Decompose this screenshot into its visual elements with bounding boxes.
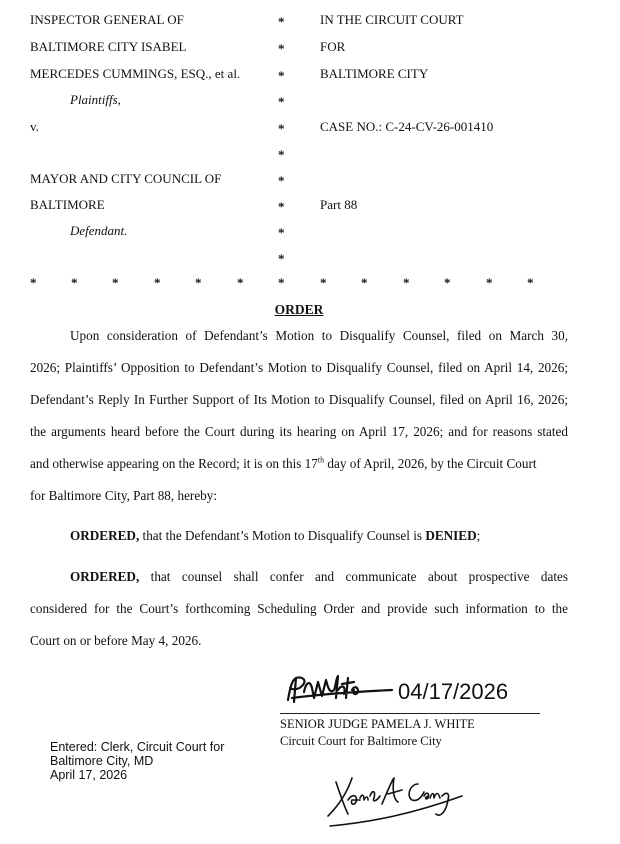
judge-court: Circuit Court for Baltimore City [280,734,442,748]
divider-star: * [444,275,451,290]
order-title: ORDER [274,302,324,317]
order-paragraph-line: Upon consideration of Defendant’s Motion to Disqualify Counsel, filed on March 30, [70,328,568,343]
order-paragraph-line: Defendant’s Reply In Further Support of Its Motion to Disqualify Counsel, filed on April 16, 2026; [30,392,568,407]
divider-star: * [237,275,244,290]
divider-star: * [154,275,161,290]
caption-star: * [278,251,285,266]
court-name-line-2: FOR [320,39,346,54]
ordered-end: ; [476,528,481,543]
caption-star: * [278,225,285,240]
ordered-label: ORDERED, [70,569,140,584]
plaintiff-name-line-3: MERCEDES CUMMINGS, ESQ., et al. [30,66,241,81]
plaintiff-name-line-1: INSPECTOR GENERAL OF [30,12,184,27]
divider-star: * [112,275,119,290]
divider-star: * [320,275,327,290]
clerk-entry-line-3: April 17, 2026 [50,768,128,782]
plaintiffs-label: Plaintiffs, [70,92,121,107]
ordered-clause-2 [70,569,568,585]
signature-date: 04/17/2026 [398,679,509,704]
caption-star: * [278,41,285,56]
ordered-text: that counsel shall confer and communicate about prospective dates [139,569,568,584]
caption-star: * [278,173,285,188]
ordered-label: ORDERED, [70,528,140,543]
divider-star: * [527,275,534,290]
judge-name: SENIOR JUDGE PAMELA J. WHITE [280,717,475,731]
versus-label: v. [30,119,39,134]
divider-star: * [71,275,78,290]
divider-star: * [486,275,493,290]
caption-star: * [278,121,285,136]
signature-line [280,713,540,714]
ordinal-suffix: th [317,455,325,465]
defendant-name-line-1: MAYOR AND CITY COUNCIL OF [30,171,222,186]
ordered-clause-1 [70,528,480,544]
ordered-text: that the Defendant’s Motion to Disqualify Counsel is [139,528,426,543]
order-paragraph-fragment: day of April, 2026, by the Circuit Court [324,456,537,471]
defendant-label: Defendant. [70,223,128,238]
order-paragraph-line: the arguments heard before the Court during its hearing on April 17, 2026; and for reasons stated [30,424,568,439]
caption-star: * [278,94,285,109]
defendant-name-line-2: BALTIMORE [30,197,105,212]
caption-star: * [278,68,285,83]
order-paragraph-fragment: and otherwise appearing on the Record; it is on this 17 [30,456,318,471]
caption-star: * [278,14,285,29]
court-name-line-1: IN THE CIRCUIT COURT [320,12,464,27]
divider-star: * [278,275,285,290]
clerk-entry-line-1: Entered: Clerk, Circuit Court for [50,740,225,754]
divider-star: * [195,275,202,290]
clerk-entry-line-2: Baltimore City, MD [50,754,154,768]
court-name-line-3: BALTIMORE CITY [320,66,429,81]
caption-star: * [278,147,285,162]
order-paragraph-line [30,456,568,472]
divider-star: * [403,275,410,290]
plaintiff-name-line-2: BALTIMORE CITY ISABEL [30,39,187,54]
order-paragraph-line: considered for the Court’s forthcoming Scheduling Order and provide such information to the [30,601,568,616]
court-part: Part 88 [320,197,358,212]
case-number: CASE NO.: C-24-CV-26-001410 [320,119,494,134]
divider-star: * [30,275,37,290]
order-paragraph-line: Court on or before May 4, 2026. [30,633,202,648]
denied-label: DENIED [425,528,477,543]
judge-signature [282,668,402,712]
divider-star: * [361,275,368,290]
order-paragraph-line: 2026; Plaintiffs’ Opposition to Defendant’s Motion to Disqualify Counsel, filed on April 14, 2026; [30,360,568,375]
order-paragraph-line: for Baltimore City, Part 88, hereby: [30,488,218,503]
caption-star: * [278,199,285,214]
clerk-signature [322,770,472,832]
